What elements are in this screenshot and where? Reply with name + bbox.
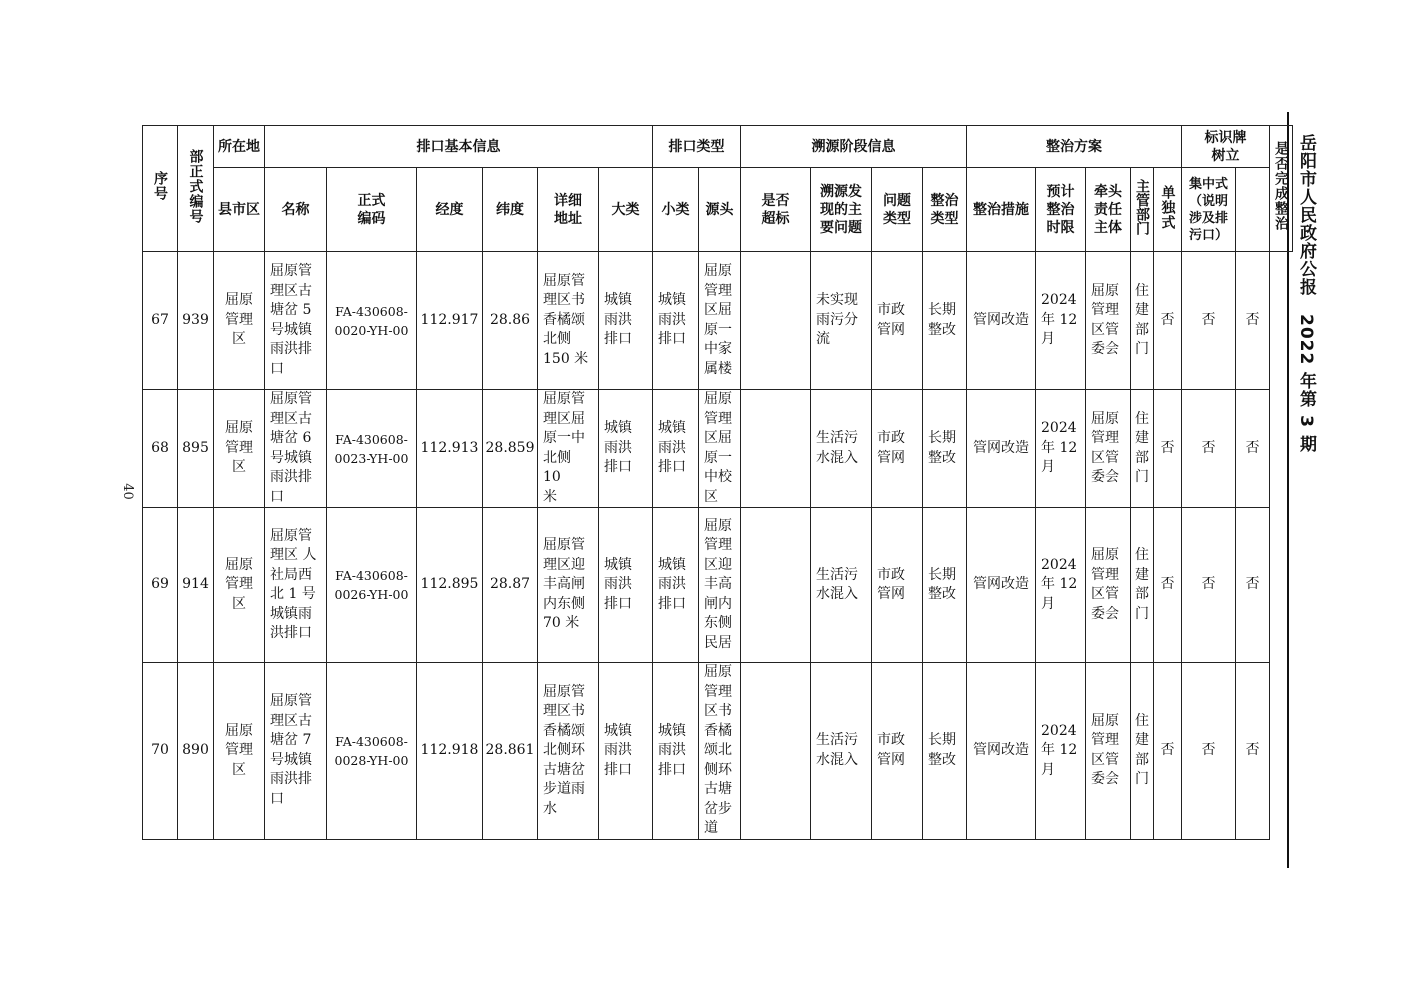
header-minor: 小类 bbox=[653, 168, 699, 252]
cell-issue: 未实现 雨污分 流 bbox=[811, 252, 872, 390]
cell-issue-type: 市政 管网 bbox=[872, 508, 923, 663]
header-lat: 纬度 bbox=[483, 168, 538, 252]
cell-rect-type: 长期 整改 bbox=[923, 390, 967, 508]
cell-lead: 屈原 管理 区管 委会 bbox=[1086, 252, 1131, 390]
outfall-table bbox=[142, 125, 1293, 840]
header-addr: 详细 地址 bbox=[538, 168, 599, 252]
cell-exceed bbox=[741, 663, 811, 840]
header-major: 大类 bbox=[599, 168, 653, 252]
cell-issue: 生活污 水混入 bbox=[811, 390, 872, 508]
header-name: 名称 bbox=[265, 168, 327, 252]
cell-addr: 屈原管 理区书 香橘颂 北侧环 古塘岔 步道雨 水 bbox=[538, 663, 599, 840]
cell-exceed bbox=[741, 252, 811, 390]
cell-seq: 70 bbox=[143, 663, 178, 840]
cell-rect-type: 长期 整改 bbox=[923, 508, 967, 663]
cell-measure: 管网改造 bbox=[967, 663, 1036, 840]
cell-done: 否 bbox=[1236, 508, 1270, 663]
cell-central: 否 bbox=[1182, 508, 1236, 663]
cell-source: 屈原 管理 区迎 丰高 闸内 东侧 民居 bbox=[699, 508, 741, 663]
cell-measure: 管网改造 bbox=[967, 252, 1036, 390]
header-single: 单独式 bbox=[1154, 168, 1182, 252]
cell-source: 屈原 管理 区书 香橘 颂北 侧环 古塘 岔步 道 bbox=[699, 663, 741, 840]
header-issue-type: 问题 类型 bbox=[872, 168, 923, 252]
cell-lead: 屈原 管理 区管 委会 bbox=[1086, 663, 1131, 840]
header-source: 源头 bbox=[699, 168, 741, 252]
cell-source: 屈原 管理 区屈 原一 中校 区 bbox=[699, 390, 741, 508]
table-row bbox=[143, 663, 1293, 840]
header-done: 是否完成整治 bbox=[1270, 126, 1293, 252]
cell-lat: 28.87 bbox=[483, 508, 538, 663]
cell-major: 城镇 雨洪 排口 bbox=[599, 663, 653, 840]
cell-seq: 68 bbox=[143, 390, 178, 508]
header-trace-group: 溯源阶段信息 bbox=[741, 126, 967, 168]
cell-issue-type: 市政 管网 bbox=[872, 663, 923, 840]
cell-single: 否 bbox=[1154, 508, 1182, 663]
cell-addr: 屈原管 理区书 香橘颂 北侧 150 米 bbox=[538, 252, 599, 390]
cell-lon: 112.895 bbox=[417, 508, 483, 663]
cell-issue-type: 市政 管网 bbox=[872, 390, 923, 508]
journal-title: 岳阳市人民政府公报 2022 年第 3 期 bbox=[1296, 134, 1316, 453]
cell-deadline: 2024 年 12 月 bbox=[1036, 508, 1086, 663]
cell-lead: 屈原 管理 区管 委会 bbox=[1086, 390, 1131, 508]
header-central: 集中式 （说明 涉及排 污口） bbox=[1182, 168, 1236, 252]
cell-code-no: 939 bbox=[178, 252, 214, 390]
cell-addr: 屈原管 理区屈 原一中 北侧 10 米 bbox=[538, 390, 599, 508]
cell-major: 城镇 雨洪 排口 bbox=[599, 252, 653, 390]
cell-measure: 管网改造 bbox=[967, 390, 1036, 508]
cell-measure: 管网改造 bbox=[967, 508, 1036, 663]
header-rect-type: 整治 类型 bbox=[923, 168, 967, 252]
cell-single: 否 bbox=[1154, 390, 1182, 508]
header-sign-group: 标识牌 树立 bbox=[1182, 126, 1270, 168]
cell-dept: 住 建 部 门 bbox=[1131, 508, 1154, 663]
header-measure: 整治措施 bbox=[967, 168, 1036, 252]
header-lon: 经度 bbox=[417, 168, 483, 252]
table-body bbox=[143, 252, 1293, 840]
cell-name: 屈原管 理区 人 社局西 北 1 号 城镇雨 洪排口 bbox=[265, 508, 327, 663]
header-type-group: 排口类型 bbox=[653, 126, 741, 168]
cell-issue: 生活污 水混入 bbox=[811, 508, 872, 663]
cell-minor: 城镇 雨洪 排口 bbox=[653, 663, 699, 840]
cell-deadline: 2024 年 12 月 bbox=[1036, 390, 1086, 508]
cell-central: 否 bbox=[1182, 252, 1236, 390]
cell-code-no: 890 bbox=[178, 663, 214, 840]
cell-seq: 67 bbox=[143, 252, 178, 390]
header-location-group: 所在地 bbox=[214, 126, 265, 168]
cell-minor: 城镇 雨洪 排口 bbox=[653, 390, 699, 508]
cell-dept: 住 建 部 门 bbox=[1131, 663, 1154, 840]
cell-lon: 112.917 bbox=[417, 252, 483, 390]
cell-code: FA-430608- 0026-YH-00 bbox=[327, 508, 417, 663]
cell-issue: 生活污 水混入 bbox=[811, 663, 872, 840]
header-plan-group: 整治方案 bbox=[967, 126, 1182, 168]
header-code: 正式 编码 bbox=[327, 168, 417, 252]
cell-single: 否 bbox=[1154, 252, 1182, 390]
cell-seq: 69 bbox=[143, 508, 178, 663]
header-seq: 序号 bbox=[143, 126, 178, 252]
cell-code: FA-430608- 0020-YH-00 bbox=[327, 252, 417, 390]
cell-code: FA-430608- 0028-YH-00 bbox=[327, 663, 417, 840]
cell-single: 否 bbox=[1154, 663, 1182, 840]
cell-central: 否 bbox=[1182, 390, 1236, 508]
cell-minor: 城镇 雨洪 排口 bbox=[653, 508, 699, 663]
cell-dept: 住 建 部 门 bbox=[1131, 252, 1154, 390]
cell-done: 否 bbox=[1236, 252, 1270, 390]
cell-source: 屈原 管理 区屈 原一 中家 属楼 bbox=[699, 252, 741, 390]
cell-name: 屈原管 理区古 塘岔 7 号城镇 雨洪排 口 bbox=[265, 663, 327, 840]
cell-county: 屈原 管理 区 bbox=[214, 252, 265, 390]
cell-name: 屈原管 理区古 塘岔 6 号城镇 雨洪排 口 bbox=[265, 390, 327, 508]
cell-major: 城镇 雨洪 排口 bbox=[599, 390, 653, 508]
cell-rect-type: 长期 整改 bbox=[923, 252, 967, 390]
cell-code-no: 914 bbox=[178, 508, 214, 663]
cell-done: 否 bbox=[1236, 390, 1270, 508]
cell-county: 屈原 管理 区 bbox=[214, 390, 265, 508]
cell-lat: 28.859 bbox=[483, 390, 538, 508]
cell-lon: 112.913 bbox=[417, 390, 483, 508]
cell-lon: 112.918 bbox=[417, 663, 483, 840]
cell-addr: 屈原管 理区迎 丰高闸 内东侧 70 米 bbox=[538, 508, 599, 663]
cell-deadline: 2024 年 12 月 bbox=[1036, 663, 1086, 840]
cell-exceed bbox=[741, 390, 811, 508]
cell-central: 否 bbox=[1182, 663, 1236, 840]
cell-lead: 屈原 管理 区管 委会 bbox=[1086, 508, 1131, 663]
header-lead: 牵头 责任 主体 bbox=[1086, 168, 1131, 252]
cell-issue-type: 市政 管网 bbox=[872, 252, 923, 390]
table-row bbox=[143, 390, 1293, 508]
table-row bbox=[143, 508, 1293, 663]
header-dept: 主管部门 bbox=[1131, 168, 1154, 252]
cell-done: 否 bbox=[1236, 663, 1270, 840]
cell-deadline: 2024 年 12 月 bbox=[1036, 252, 1086, 390]
cell-code: FA-430608- 0023-YH-00 bbox=[327, 390, 417, 508]
cell-rect-type: 长期 整改 bbox=[923, 663, 967, 840]
header-basic-group: 排口基本信息 bbox=[265, 126, 653, 168]
header-exceed: 是否 超标 bbox=[741, 168, 811, 252]
cell-code-no: 895 bbox=[178, 390, 214, 508]
cell-major: 城镇 雨洪 排口 bbox=[599, 508, 653, 663]
header-county: 县市区 bbox=[214, 168, 265, 252]
cell-name: 屈原管 理区古 塘岔 5 号城镇 雨洪排 口 bbox=[265, 252, 327, 390]
table-row bbox=[143, 252, 1293, 390]
cell-exceed bbox=[741, 508, 811, 663]
header-issue: 溯源发 现的主 要问题 bbox=[811, 168, 872, 252]
cell-county: 屈原 管理 区 bbox=[214, 508, 265, 663]
cell-minor: 城镇 雨洪 排口 bbox=[653, 252, 699, 390]
cell-lat: 28.86 bbox=[483, 252, 538, 390]
cell-lat: 28.861 bbox=[483, 663, 538, 840]
cell-county: 屈原 管理 区 bbox=[214, 663, 265, 840]
header-deadline: 预计 整治 时限 bbox=[1036, 168, 1086, 252]
cell-dept: 住 建 部 门 bbox=[1131, 390, 1154, 508]
page-number: 40 bbox=[119, 483, 135, 500]
header-dept-code: 部正式编号 bbox=[178, 126, 214, 252]
